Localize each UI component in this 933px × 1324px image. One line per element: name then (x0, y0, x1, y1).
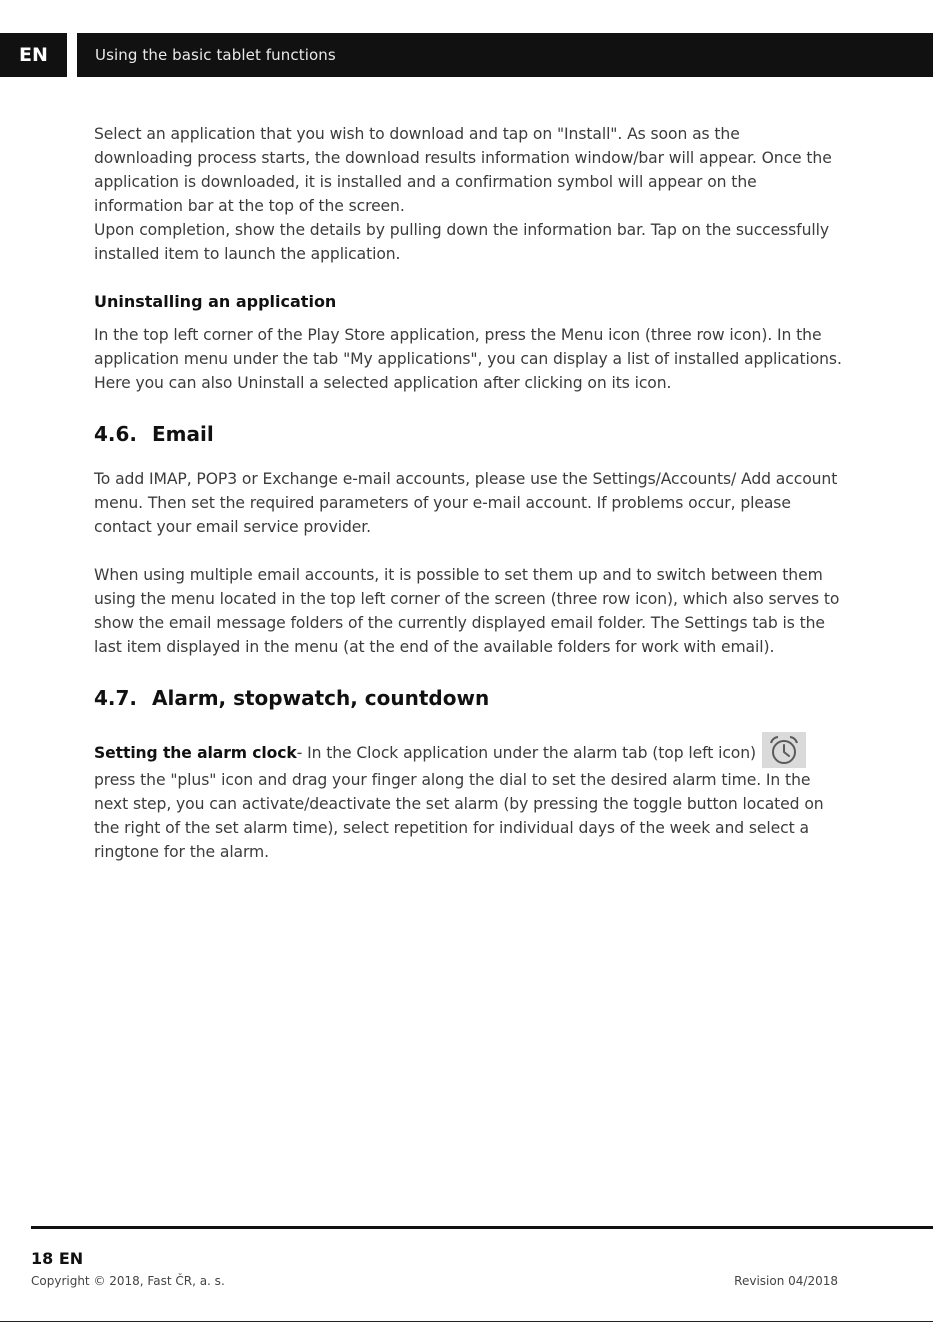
section-title: Email (152, 422, 214, 446)
section-heading-alarm (94, 686, 842, 710)
alarm-clock-icon (762, 732, 806, 768)
intro-paragraph-1: Select an application that you wish to download and tap on "Install". As soon as the downloading process starts, the download results information window/bar will appear. Once the application is downloaded, it is installed and a confirmation symbol will appear on the information bar at the top of the screen. (94, 125, 832, 215)
alarm-lead: Setting the alarm clock (94, 744, 297, 762)
uninstall-paragraph: In the top left corner of the Play Store application, press the Menu icon (three row icon). In the application menu under the tab "My applications", you can display a list of installed applications. Here you can also Uninstall a selected application after clicking on its icon. (94, 326, 842, 392)
section-title: Alarm, stopwatch, countdown (152, 686, 490, 710)
alarm-text-part-2: press the "plus" icon and drag your finger along the dial to set the desired alarm time. In the next step, you can activate/deactivate the set alarm (by pressing the toggle button located on the right of the set alarm time), select repetition for individual days of the week and select a ringtone for the alarm. (94, 771, 824, 861)
section-number: 4.6. (94, 422, 138, 446)
alarm-paragraph (94, 732, 842, 864)
language-badge: EN (0, 33, 77, 77)
revision-text: Revision 04/2018 (734, 1274, 838, 1288)
uninstall-heading: Uninstalling an application (94, 292, 337, 311)
email-paragraph-1: To add IMAP, POP3 or Exchange e-mail accounts, please use the Settings/Accounts/ Add account menu. Then set the required parameters of your e-mail account. If problems occur, please contact your email service provider. (94, 470, 838, 536)
page-content (94, 122, 842, 864)
bottom-rule (0, 1321, 933, 1322)
alarm-text-part-1: - In the Clock application under the alarm tab (top left icon) (296, 744, 757, 762)
intro-paragraph-2: Upon completion, show the details by pulling down the information bar. Tap on the successfully installed item to launch the application. (94, 221, 829, 263)
footer-rule (31, 1226, 933, 1229)
header-title: Using the basic tablet functions (95, 46, 336, 64)
section-number: 4.7. (94, 686, 138, 710)
email-paragraph-2: When using multiple email accounts, it is possible to set them up and to switch between them using the menu located in the top left corner of the screen (three row icon), which also serves to show the email message folders of the currently displayed email folder. The Settings tab is the last item displayed in the menu (at the end of the available folders for work with email). (94, 566, 840, 656)
section-heading-email (94, 422, 842, 446)
page-number: 18 EN (31, 1249, 84, 1268)
copyright-text: Copyright © 2018, Fast ČR, a. s. (31, 1274, 225, 1288)
